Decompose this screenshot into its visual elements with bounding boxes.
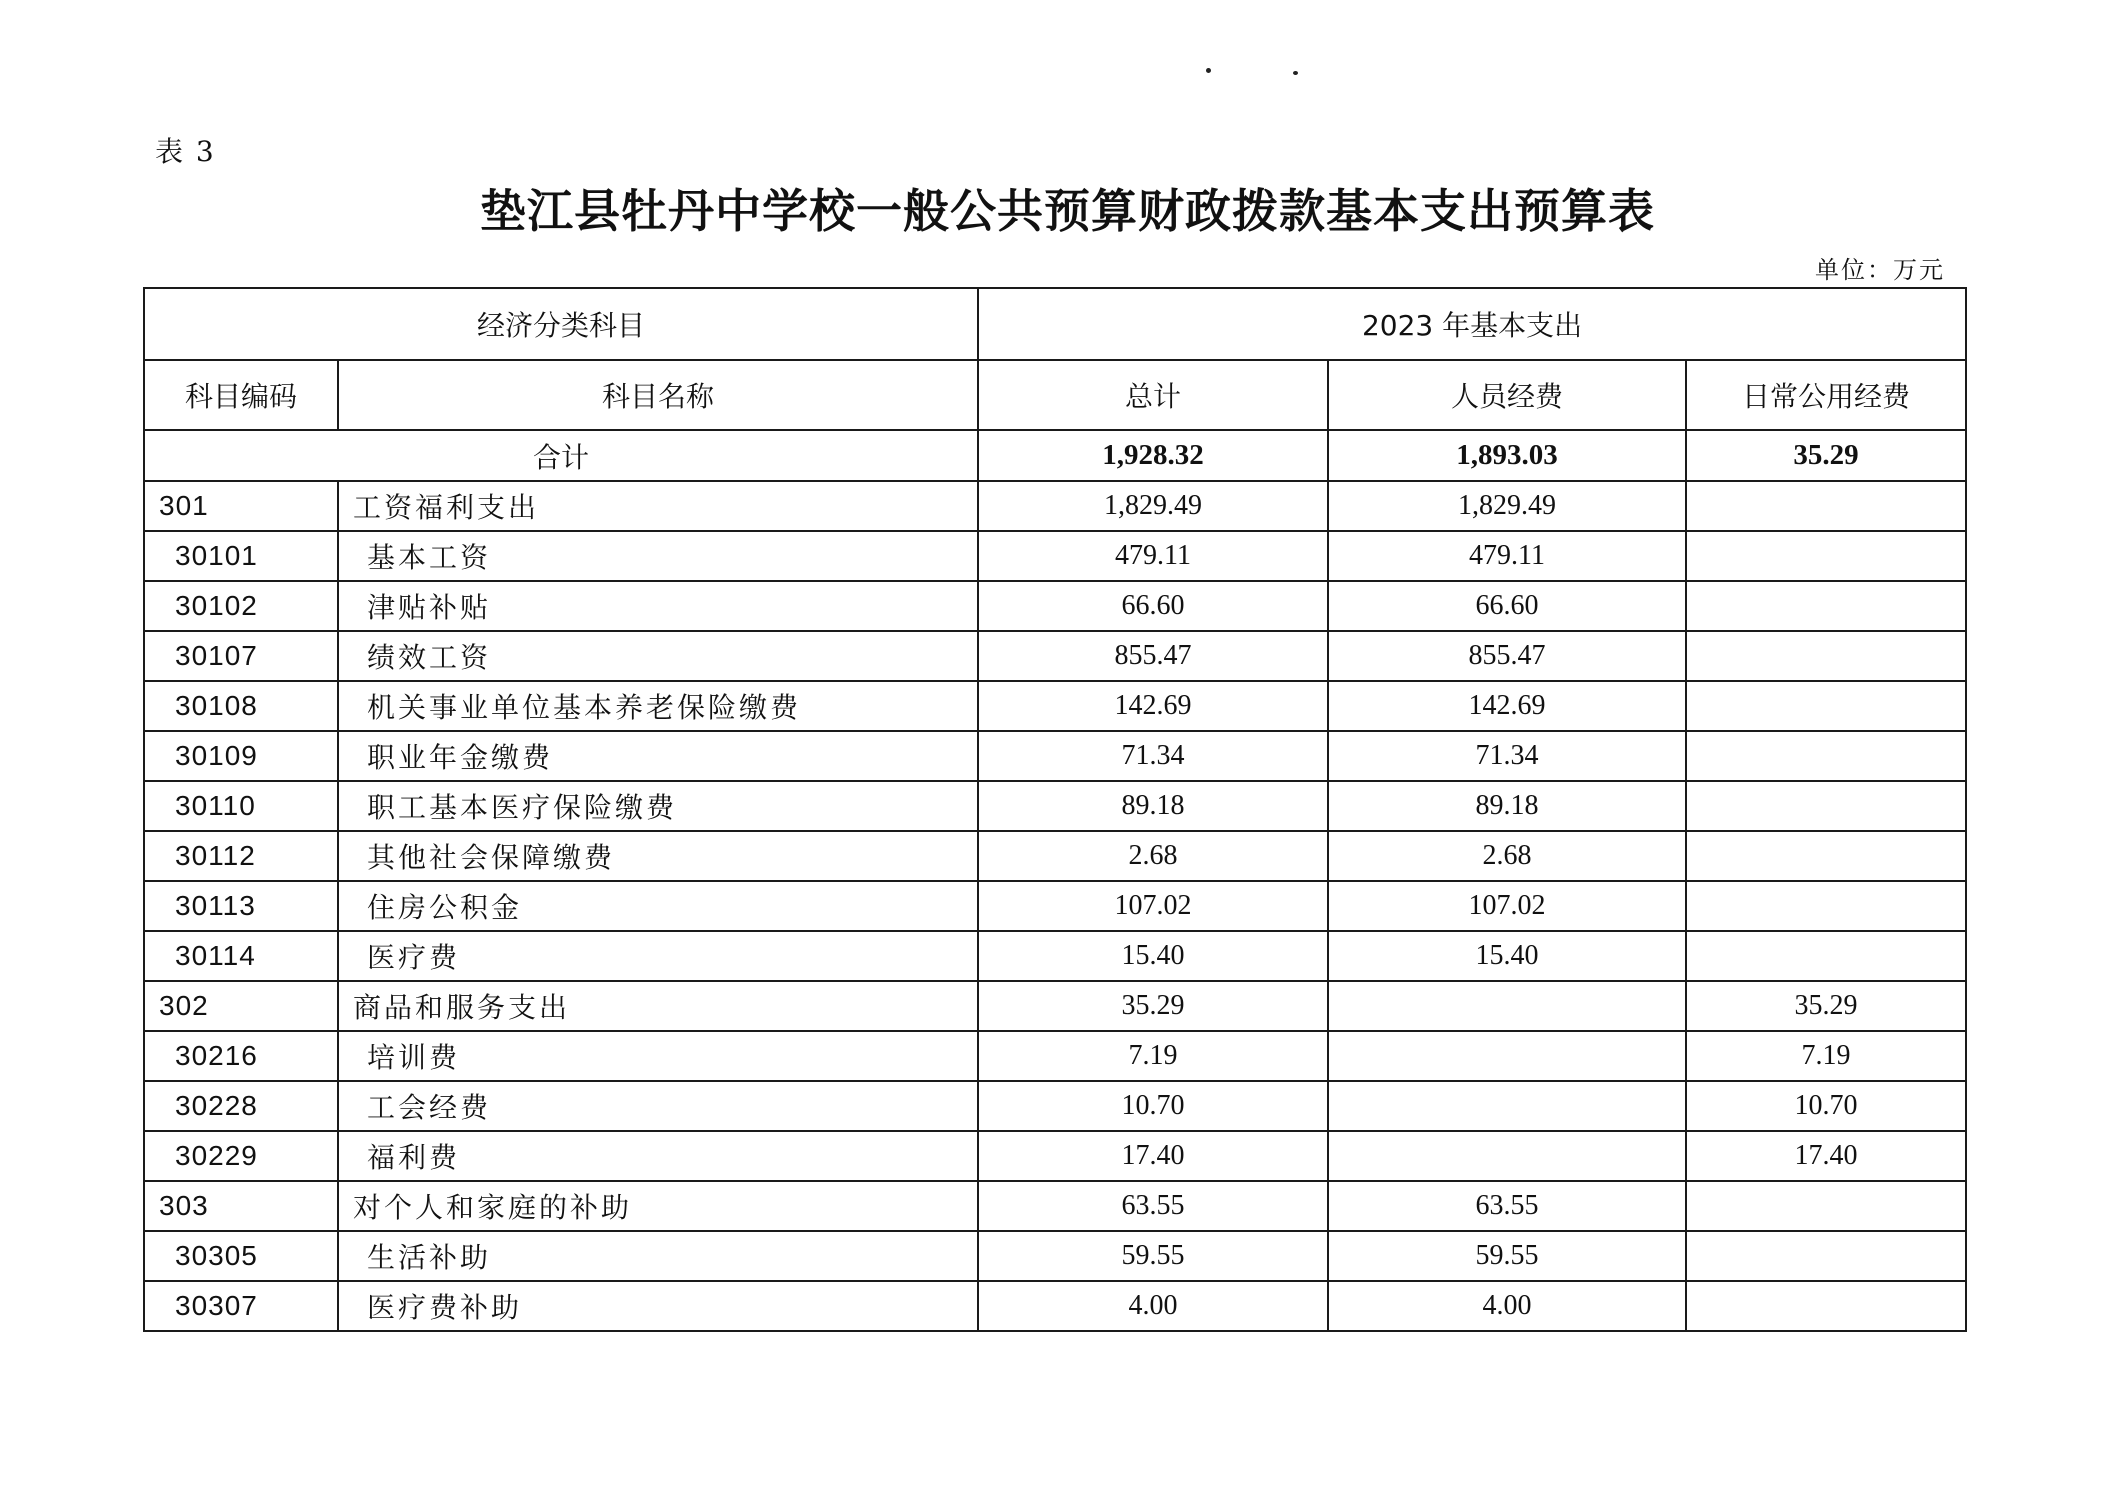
row-total: 59.55 [978, 1231, 1328, 1281]
table-row [144, 531, 1966, 581]
row-total: 35.29 [978, 981, 1328, 1031]
header-basic-expenditure: 2023 年基本支出 [978, 288, 1966, 360]
row-total: 855.47 [978, 631, 1328, 681]
row-total: 66.60 [978, 581, 1328, 631]
table-row [144, 1081, 1966, 1131]
row-code: 301 [144, 481, 338, 531]
total-sum: 1,928.32 [978, 430, 1328, 481]
row-code: 302 [144, 981, 338, 1031]
row-code: 30307 [144, 1281, 338, 1331]
table-row [144, 1031, 1966, 1081]
row-name: 绩效工资 [338, 631, 978, 681]
row-personnel: 1,829.49 [1328, 481, 1686, 531]
header-code: 科目编码 [144, 360, 338, 430]
row-name: 福利费 [338, 1131, 978, 1181]
table-row [144, 1281, 1966, 1331]
scan-dot [1206, 68, 1211, 73]
row-total: 15.40 [978, 931, 1328, 981]
table-row [144, 881, 1966, 931]
total-label: 合计 [144, 430, 978, 481]
row-total: 4.00 [978, 1281, 1328, 1331]
row-daily [1686, 831, 1966, 881]
row-total: 479.11 [978, 531, 1328, 581]
row-code: 30108 [144, 681, 338, 731]
row-name: 其他社会保障缴费 [338, 831, 978, 881]
row-name: 工会经费 [338, 1081, 978, 1131]
row-name: 医疗费补助 [338, 1281, 978, 1331]
table-row [144, 1181, 1966, 1231]
row-personnel [1328, 1031, 1686, 1081]
row-code: 30114 [144, 931, 338, 981]
row-name: 培训费 [338, 1031, 978, 1081]
total-personnel: 1,893.03 [1328, 430, 1686, 481]
row-total: 63.55 [978, 1181, 1328, 1231]
page-title: 垫江县牡丹中学校一般公共预算财政拨款基本支出预算表 [480, 184, 1655, 238]
row-daily [1686, 931, 1966, 981]
row-total: 142.69 [978, 681, 1328, 731]
total-row [144, 430, 1966, 481]
row-code: 30110 [144, 781, 338, 831]
row-daily [1686, 1281, 1966, 1331]
row-code: 30109 [144, 731, 338, 781]
row-name: 职工基本医疗保险缴费 [338, 781, 978, 831]
table-row [144, 831, 1966, 881]
row-personnel [1328, 981, 1686, 1031]
row-code: 30112 [144, 831, 338, 881]
scan-dot [1293, 71, 1298, 75]
row-total: 2.68 [978, 831, 1328, 881]
total-daily: 35.29 [1686, 430, 1966, 481]
table-row [144, 631, 1966, 681]
row-daily [1686, 781, 1966, 831]
row-daily [1686, 481, 1966, 531]
row-daily: 10.70 [1686, 1081, 1966, 1131]
row-daily: 35.29 [1686, 981, 1966, 1031]
table-row [144, 781, 1966, 831]
row-code: 30102 [144, 581, 338, 631]
row-code: 30228 [144, 1081, 338, 1131]
row-personnel: 59.55 [1328, 1231, 1686, 1281]
row-total: 89.18 [978, 781, 1328, 831]
table-row [144, 681, 1966, 731]
row-personnel [1328, 1131, 1686, 1181]
row-name: 基本工资 [338, 531, 978, 581]
row-code: 30107 [144, 631, 338, 681]
header-group-row [144, 288, 1966, 360]
table-row [144, 981, 1966, 1031]
row-daily [1686, 1181, 1966, 1231]
row-daily: 7.19 [1686, 1031, 1966, 1081]
header-total: 总计 [978, 360, 1328, 430]
table-row [144, 481, 1966, 531]
budget-table [143, 287, 1967, 1332]
row-total: 71.34 [978, 731, 1328, 781]
row-code: 303 [144, 1181, 338, 1231]
header-column-row [144, 360, 1966, 430]
row-personnel: 71.34 [1328, 731, 1686, 781]
row-name: 生活补助 [338, 1231, 978, 1281]
row-code: 30101 [144, 531, 338, 581]
header-daily: 日常公用经费 [1686, 360, 1966, 430]
row-name: 机关事业单位基本养老保险缴费 [338, 681, 978, 731]
row-daily [1686, 631, 1966, 681]
row-personnel: 66.60 [1328, 581, 1686, 631]
row-daily [1686, 731, 1966, 781]
row-code: 30229 [144, 1131, 338, 1181]
row-name: 住房公积金 [338, 881, 978, 931]
row-name: 职业年金缴费 [338, 731, 978, 781]
row-daily [1686, 581, 1966, 631]
header-economic-category: 经济分类科目 [144, 288, 978, 360]
row-personnel: 89.18 [1328, 781, 1686, 831]
table-label: 表 3 [155, 135, 216, 168]
row-daily [1686, 881, 1966, 931]
unit-label: 单位：万元 [1815, 256, 1945, 284]
row-personnel: 855.47 [1328, 631, 1686, 681]
row-total: 10.70 [978, 1081, 1328, 1131]
row-name: 津贴补贴 [338, 581, 978, 631]
table-row [144, 1131, 1966, 1181]
row-total: 7.19 [978, 1031, 1328, 1081]
row-total: 17.40 [978, 1131, 1328, 1181]
row-personnel: 2.68 [1328, 831, 1686, 881]
header-name: 科目名称 [338, 360, 978, 430]
row-total: 1,829.49 [978, 481, 1328, 531]
table-row [144, 931, 1966, 981]
row-personnel: 4.00 [1328, 1281, 1686, 1331]
row-personnel [1328, 1081, 1686, 1131]
row-code: 30305 [144, 1231, 338, 1281]
row-personnel: 107.02 [1328, 881, 1686, 931]
row-name: 商品和服务支出 [338, 981, 978, 1031]
row-total: 107.02 [978, 881, 1328, 931]
row-daily [1686, 681, 1966, 731]
row-code: 30113 [144, 881, 338, 931]
row-daily [1686, 1231, 1966, 1281]
row-daily [1686, 531, 1966, 581]
row-code: 30216 [144, 1031, 338, 1081]
table-body [144, 430, 1966, 1331]
row-daily: 17.40 [1686, 1131, 1966, 1181]
row-name: 医疗费 [338, 931, 978, 981]
row-name: 对个人和家庭的补助 [338, 1181, 978, 1231]
table-row [144, 581, 1966, 631]
row-personnel: 63.55 [1328, 1181, 1686, 1231]
row-name: 工资福利支出 [338, 481, 978, 531]
header-personnel: 人员经费 [1328, 360, 1686, 430]
table-row [144, 731, 1966, 781]
table-row [144, 1231, 1966, 1281]
row-personnel: 142.69 [1328, 681, 1686, 731]
row-personnel: 15.40 [1328, 931, 1686, 981]
row-personnel: 479.11 [1328, 531, 1686, 581]
